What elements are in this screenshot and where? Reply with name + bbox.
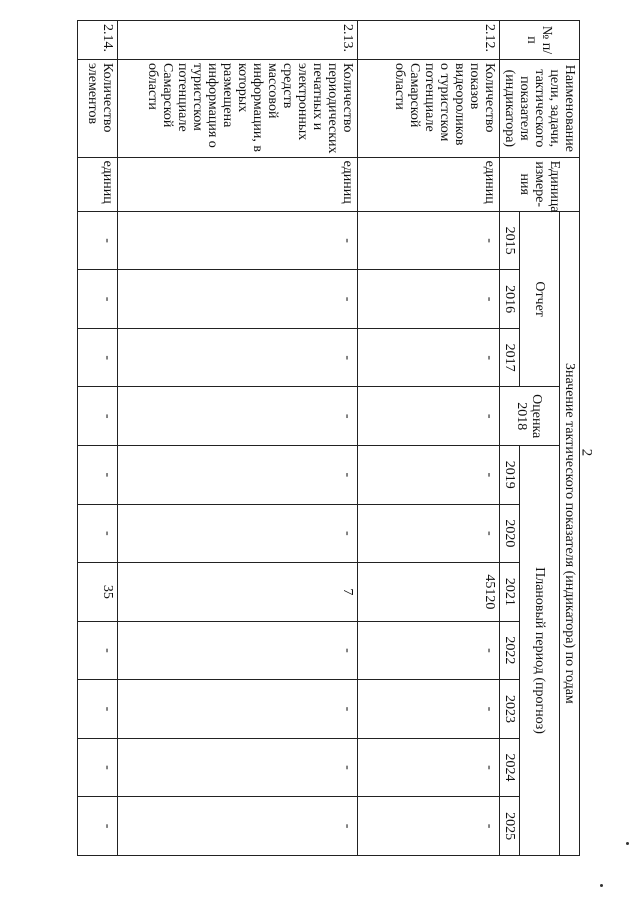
- row-value: -: [358, 504, 500, 563]
- row-value: -: [78, 211, 118, 270]
- row-value: -: [118, 270, 358, 329]
- row-value: -: [78, 621, 118, 680]
- row-unit: единиц: [118, 157, 358, 211]
- scan-speck: [626, 842, 629, 845]
- row-name: Количество периодических печатных и электронных средств массовой информации, в которых размещена информация о туристском потенциале Самарской области: [118, 60, 358, 158]
- header-year: 2016: [500, 270, 520, 329]
- header-year: 2017: [500, 328, 520, 387]
- header-year: 2022: [500, 621, 520, 680]
- row-value: -: [118, 680, 358, 739]
- row-number: 2.13.: [118, 21, 358, 60]
- row-value: -: [118, 446, 358, 505]
- row-value: -: [78, 446, 118, 505]
- row-unit: единиц: [78, 157, 118, 211]
- row-value: -: [118, 387, 358, 446]
- row-value: -: [78, 504, 118, 563]
- header-year: 2020: [500, 504, 520, 563]
- row-value: -: [358, 738, 500, 797]
- table-row: [358, 21, 500, 856]
- header-year: 2024: [500, 738, 520, 797]
- row-value: -: [78, 270, 118, 329]
- row-value: -: [78, 797, 118, 856]
- indicator-table: [77, 20, 580, 856]
- row-value: -: [118, 211, 358, 270]
- header-year: 2019: [500, 446, 520, 505]
- rotated-table-wrapper: [60, 20, 580, 880]
- header-num: № п/п: [500, 21, 580, 60]
- row-number: 2.12.: [358, 21, 500, 60]
- row-value: -: [78, 680, 118, 739]
- row-value: -: [78, 387, 118, 446]
- row-value: -: [358, 387, 500, 446]
- scan-speck: [600, 884, 603, 887]
- header-group-title: Значение тактического показателя (индикатора) по годам: [560, 211, 580, 855]
- row-name: Количество элементов: [78, 60, 118, 158]
- header-year: 2021: [500, 563, 520, 622]
- row-value: -: [358, 211, 500, 270]
- row-value: -: [78, 328, 118, 387]
- row-value: -: [118, 504, 358, 563]
- row-value: 7: [118, 563, 358, 622]
- table-row: [118, 21, 358, 856]
- header-estimate: Оценка 2018: [500, 387, 560, 446]
- row-unit: единиц: [358, 157, 500, 211]
- row-number: 2.14.: [78, 21, 118, 60]
- header-name: Наименование цели, задачи, тактического показателя (индикатора): [500, 60, 580, 158]
- row-value: -: [78, 738, 118, 797]
- row-value: -: [118, 797, 358, 856]
- page-number: 2: [578, 448, 595, 457]
- header-year: 2025: [500, 797, 520, 856]
- row-value: -: [118, 328, 358, 387]
- header-report: Отчет: [520, 211, 560, 387]
- row-value: -: [358, 328, 500, 387]
- row-name: Количество показов видеороликов о туристском потенциале Самарской области: [358, 60, 500, 158]
- header-year: 2015: [500, 211, 520, 270]
- row-value: -: [358, 621, 500, 680]
- row-value: 45120: [358, 563, 500, 622]
- header-year: 2023: [500, 680, 520, 739]
- table-row: [78, 21, 118, 856]
- header-plan: Плановый период (прогноз): [520, 446, 560, 856]
- row-value: -: [118, 738, 358, 797]
- row-value: 35: [78, 563, 118, 622]
- row-value: -: [358, 270, 500, 329]
- row-value: -: [358, 797, 500, 856]
- row-value: -: [358, 446, 500, 505]
- row-value: -: [358, 680, 500, 739]
- row-value: -: [118, 621, 358, 680]
- header-unit: Единица измере-ния: [500, 157, 580, 211]
